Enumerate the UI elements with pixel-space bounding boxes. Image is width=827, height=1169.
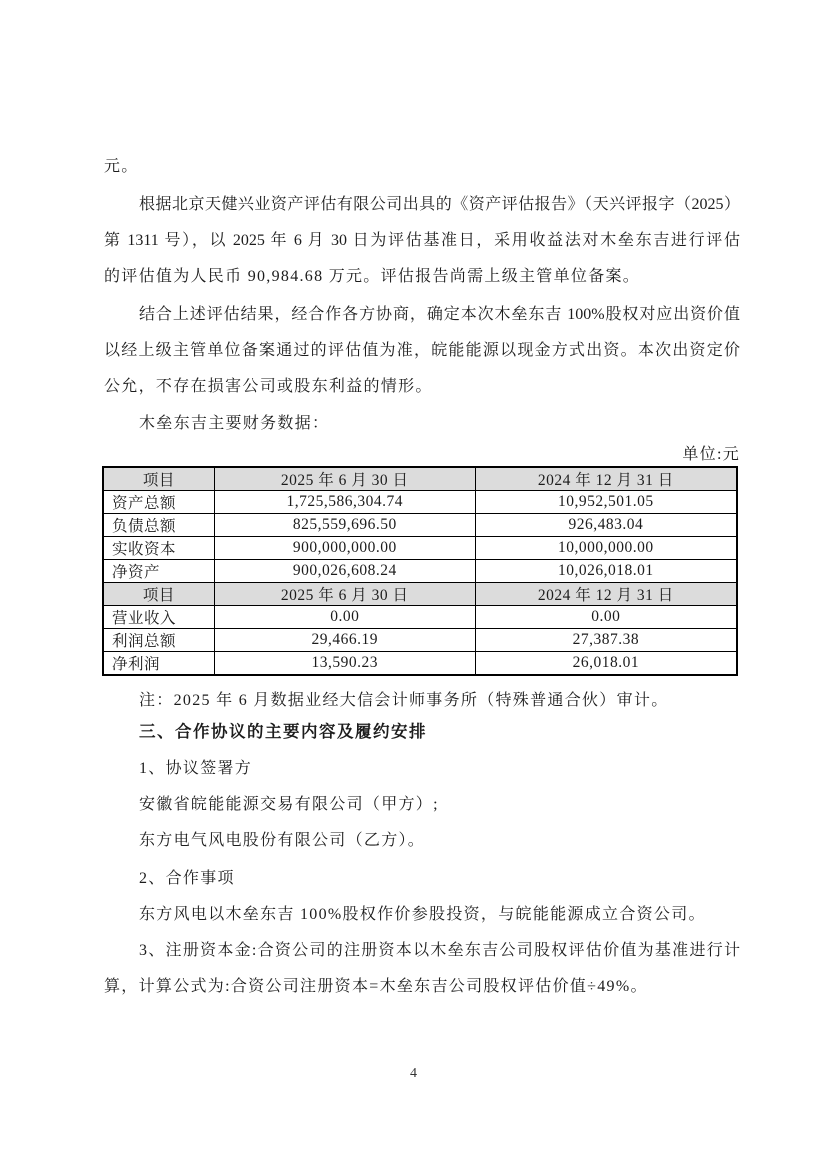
- paragraph-line: 以经上级主管单位备案通过的评估值为准，皖能能源以现金方式出资。本次出资定价: [104, 342, 740, 359]
- table-header-cell: 2024 年 12 月 31 日: [475, 583, 737, 606]
- unit-label: 单位:元: [682, 446, 740, 463]
- paragraph-line: 东方电气风电股份有限公司（乙方）。: [139, 832, 426, 849]
- row-label-cell: 净利润: [103, 652, 214, 676]
- value-cell: 27,387.38: [475, 629, 737, 652]
- table-header-cell: 2025 年 6 月 30 日: [214, 583, 475, 606]
- paragraph-line: 公允，不存在损害公司或股东利益的情形。: [104, 378, 433, 395]
- table-row: [103, 652, 737, 676]
- value-cell: 10,026,018.01: [475, 560, 737, 583]
- value-cell: 26,018.01: [475, 652, 737, 676]
- table-header-cell: 项目: [103, 583, 214, 606]
- audit-note: 注：2025 年 6 月数据业经大信会计师事务所（特殊普通合伙）审计。: [139, 692, 669, 709]
- value-cell: 900,026,608.24: [214, 560, 475, 583]
- value-cell: 900,000,000.00: [214, 537, 475, 560]
- table-header-cell: 项目: [103, 467, 214, 491]
- paragraph-line: 3、注册资本金:合资公司的注册资本以木垒东吉公司股权评估价值为基准进行计: [139, 942, 740, 959]
- financial-table: [102, 466, 738, 676]
- paragraph-line: 算，计算公式为:合资公司注册资本=木垒东吉公司股权评估价值÷49%。: [104, 978, 648, 995]
- row-label-cell: 资产总额: [103, 491, 214, 514]
- table-header-row: [103, 583, 737, 606]
- row-label-cell: 营业收入: [103, 606, 214, 629]
- subsection-title: 1、协议签署方: [139, 760, 253, 777]
- value-cell: 13,590.23: [214, 652, 475, 676]
- value-cell: 926,483.04: [475, 514, 737, 537]
- value-cell: 0.00: [475, 606, 737, 629]
- paragraph-line: 的评估值为人民币 90,984.68 万元。评估报告尚需上级主管单位备案。: [104, 268, 641, 285]
- row-label-cell: 负债总额: [103, 514, 214, 537]
- subsection-title: 2、合作事项: [139, 870, 235, 887]
- table-row: [103, 514, 737, 537]
- value-cell: 10,000,000.00: [475, 537, 737, 560]
- paragraph-line: 结合上述评估结果，经合作各方协商，确定本次木垒东吉 100%股权对应出资价值: [139, 306, 740, 323]
- table-row: [103, 560, 737, 583]
- table-row: [103, 606, 737, 629]
- table-header-cell: 2024 年 12 月 31 日: [475, 467, 737, 491]
- table-row: [103, 491, 737, 514]
- table-row: [103, 537, 737, 560]
- table-row: [103, 629, 737, 652]
- page-number: 4: [410, 1066, 417, 1081]
- section-heading: 三、合作协议的主要内容及履约安排: [139, 723, 427, 741]
- paragraph-line: 第 1311 号），以 2025 年 6 月 30 日为评估基准日，采用收益法对木垒东吉进行评估: [104, 232, 740, 249]
- value-cell: 1,725,586,304.74: [214, 491, 475, 514]
- financial-table-body: [103, 467, 737, 675]
- value-cell: 0.00: [214, 606, 475, 629]
- value-cell: 10,952,501.05: [475, 491, 737, 514]
- paragraph-line: 安徽省皖能能源交易有限公司（甲方）;: [139, 796, 439, 813]
- row-label-cell: 利润总额: [103, 629, 214, 652]
- paragraph-line: 东方风电以木垒东吉 100%股权作价参股投资，与皖能能源成立合资公司。: [139, 906, 706, 923]
- paragraph-line: 元。: [104, 158, 139, 175]
- row-label-cell: 净资产: [103, 560, 214, 583]
- table-header-row: [103, 467, 737, 491]
- row-label-cell: 实收资本: [103, 537, 214, 560]
- paragraph-line: 根据北京天健兴业资产评估有限公司出具的《资产评估报告》（天兴评报字（2025）: [139, 196, 740, 213]
- value-cell: 29,466.19: [214, 629, 475, 652]
- table-caption: 木垒东吉主要财务数据：: [139, 415, 330, 432]
- table-header-cell: 2025 年 6 月 30 日: [214, 467, 475, 491]
- value-cell: 825,559,696.50: [214, 514, 475, 537]
